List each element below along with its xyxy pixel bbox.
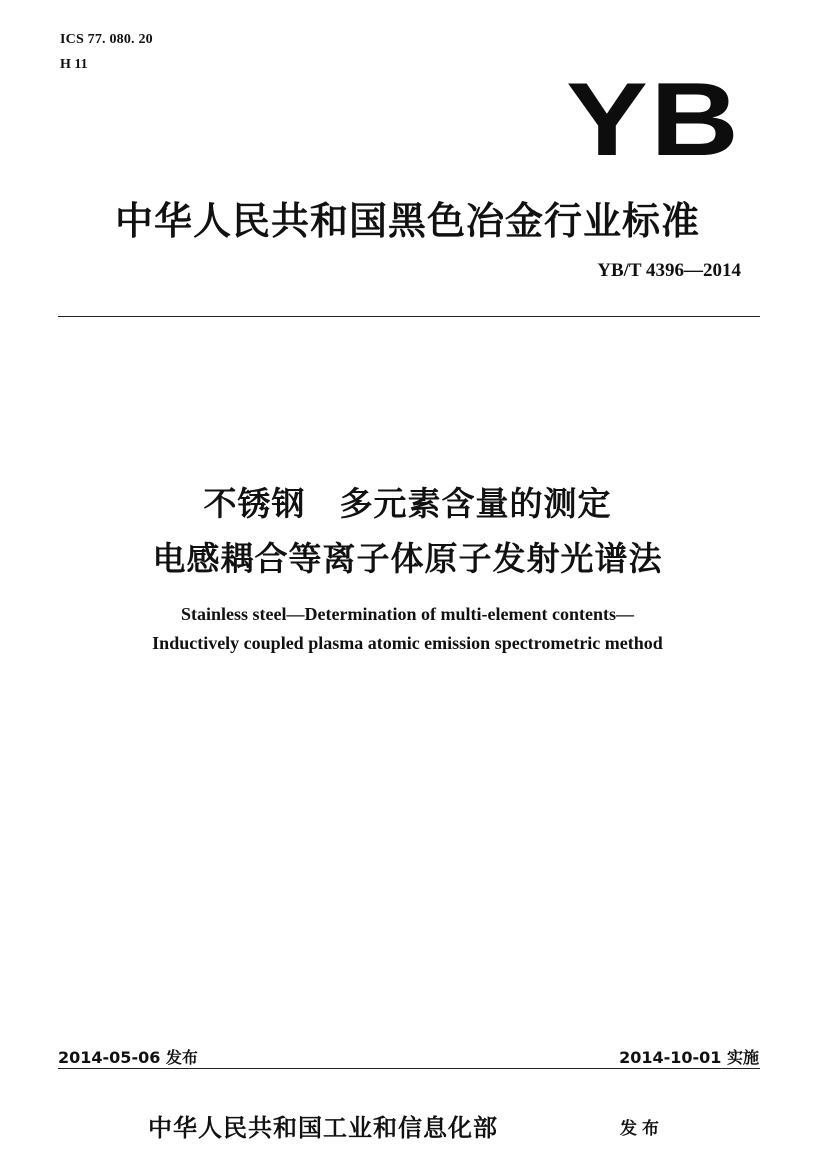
publisher: 中华人民共和国工业和信息化部: [148, 1113, 498, 1142]
footer-divider: [58, 1068, 760, 1069]
standard-code: YB/T 4396—2014: [597, 260, 741, 281]
title-en-line1: Stainless steel—Determination of multi-element contents—: [181, 604, 634, 624]
header-divider: [58, 316, 760, 317]
title-zh-line2: 电感耦合等离子体原子发射光谱法: [152, 539, 663, 578]
title-zh-line1: 不锈钢 多元素含量的测定: [203, 484, 612, 523]
implementation-date: 2014-10-01 实施: [619, 1048, 759, 1067]
title-en-line2: Inductively coupled plasma atomic emission spectrometric method: [152, 633, 663, 653]
ics-code: ICS 77. 080. 20: [60, 32, 153, 47]
issue-date: 2014-05-06 发布: [58, 1048, 198, 1067]
ccs-code: H 11: [60, 57, 88, 72]
standard-organization: 中华人民共和国黑色冶金行业标准: [114, 199, 700, 243]
publish-label: 发布: [620, 1119, 664, 1139]
yb-logo: YB: [566, 62, 742, 178]
